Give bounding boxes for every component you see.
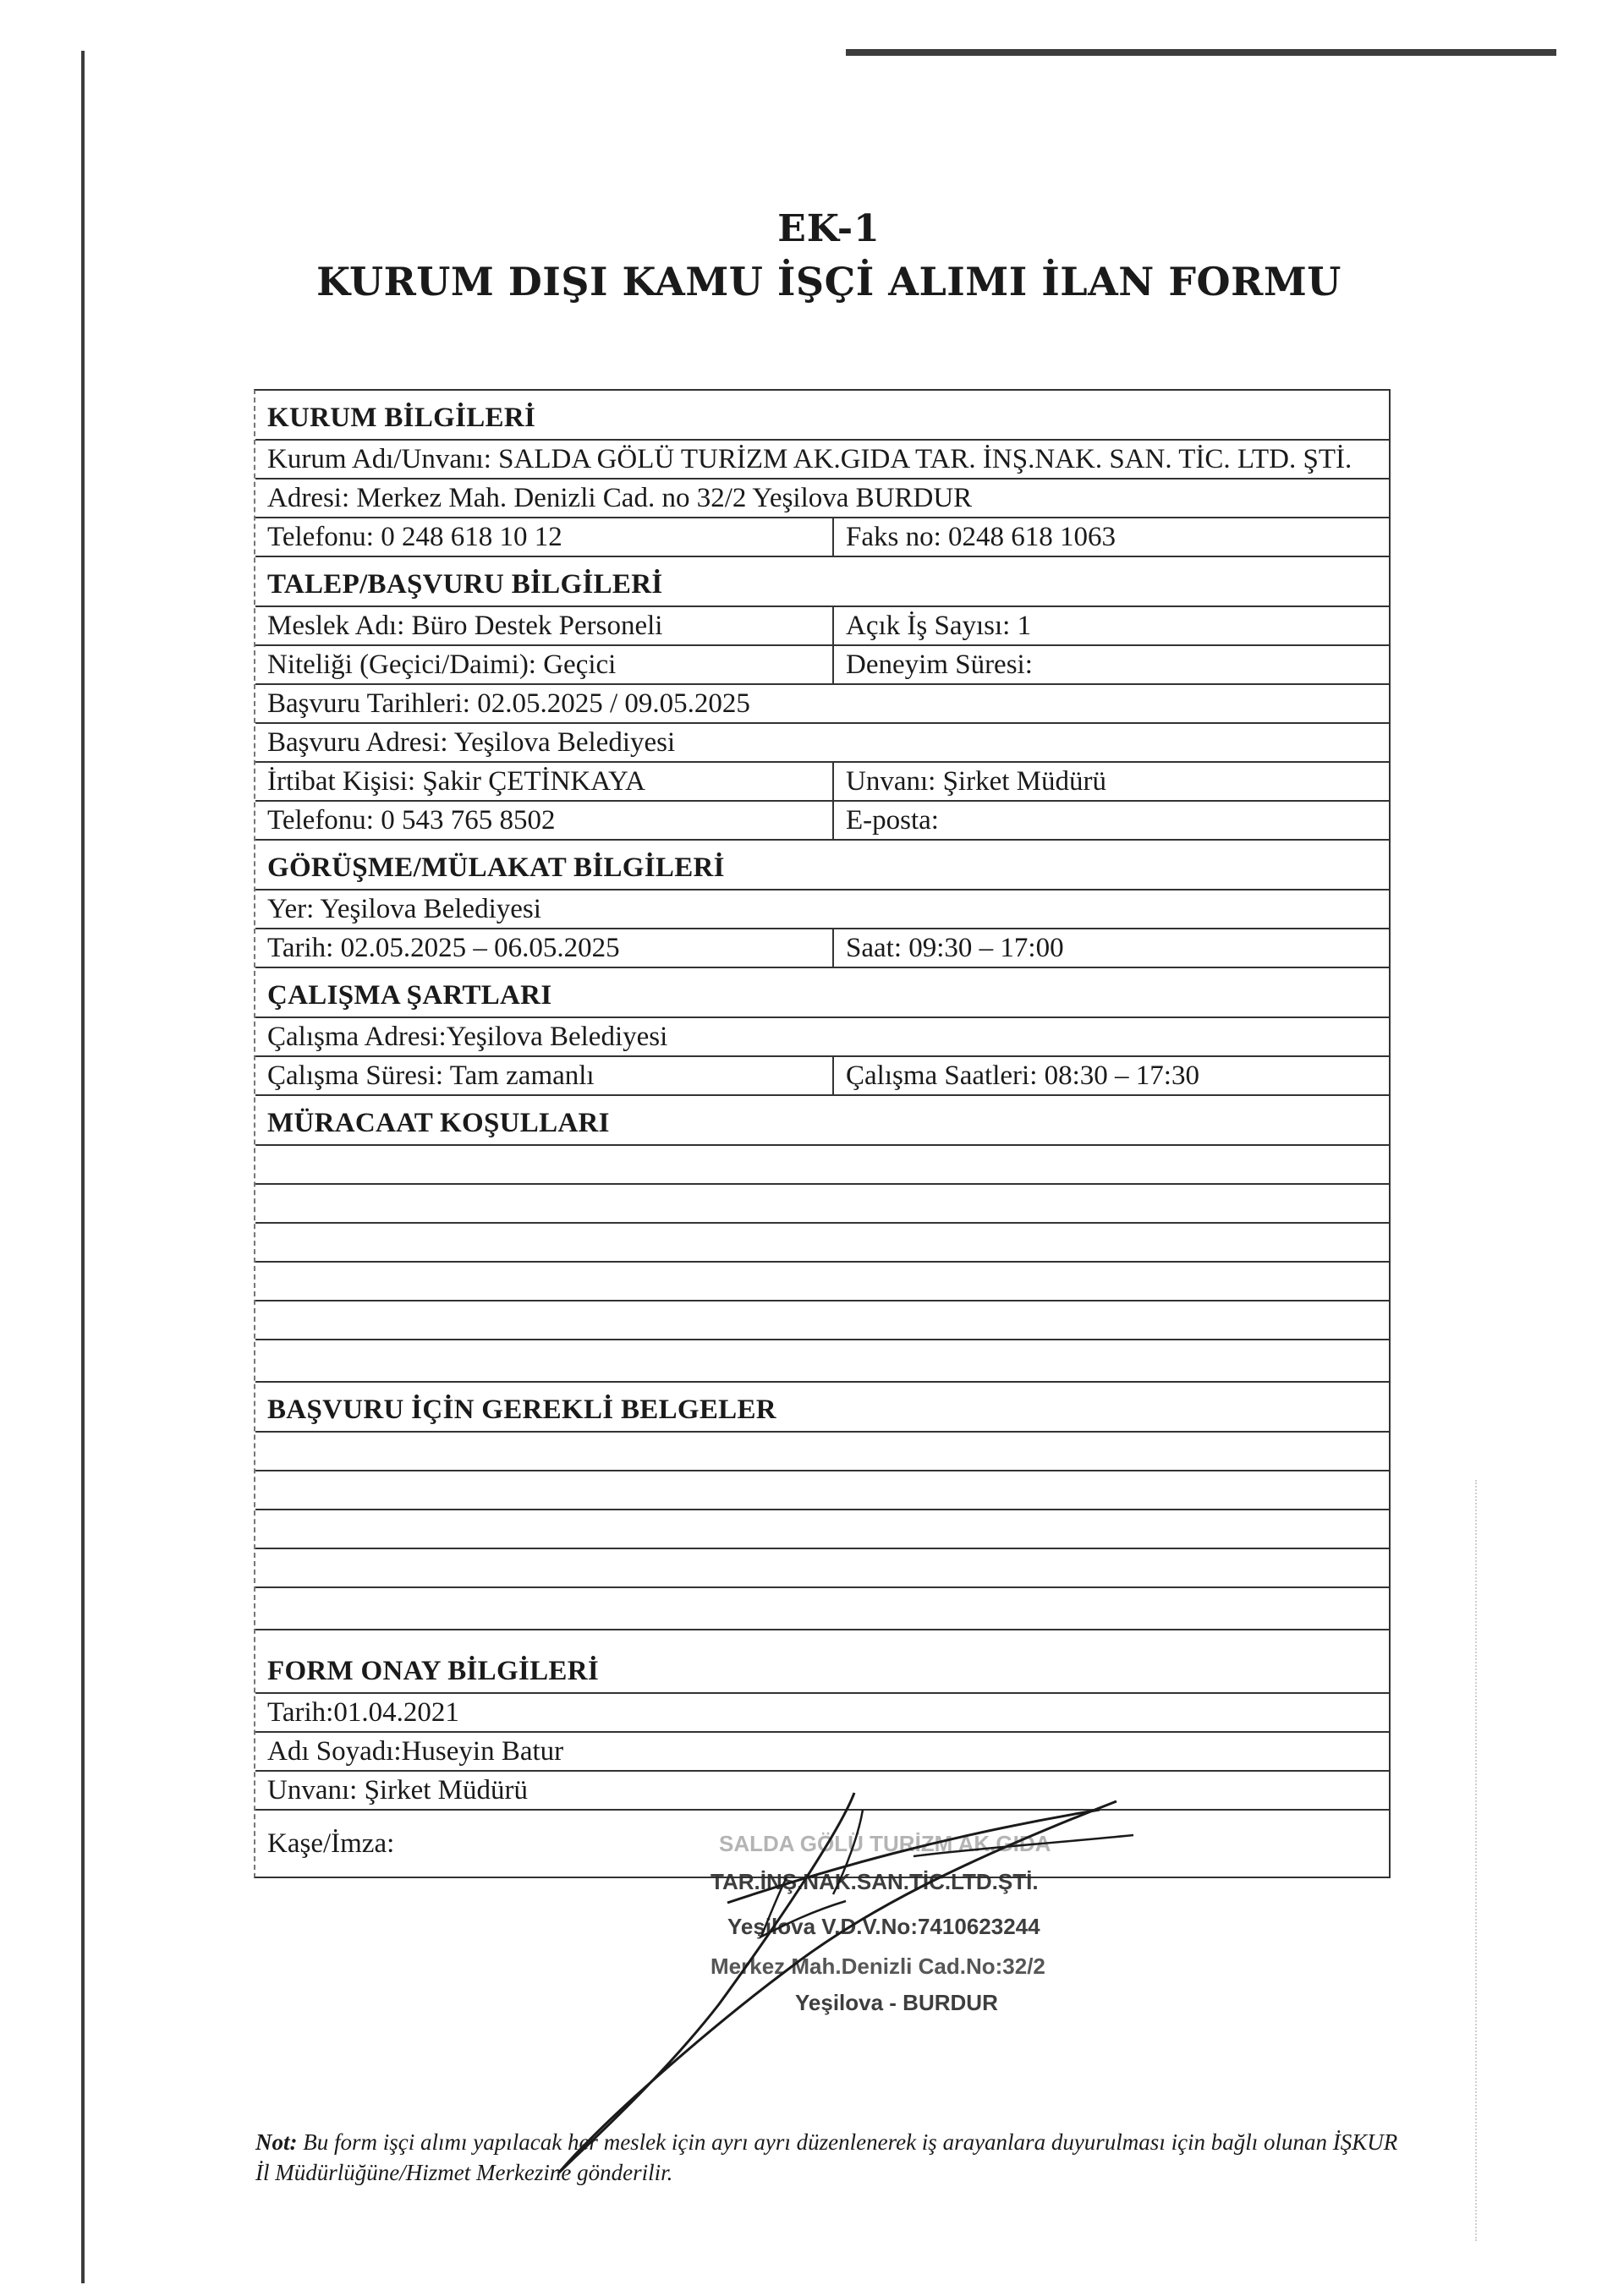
calisma-adres-field: Çalışma Adresi:Yeşilova Belediyesi xyxy=(267,1022,668,1052)
section-heading-muracaat: MÜRACAAT KOŞULLARI xyxy=(255,1096,1389,1146)
onay-tarih-row xyxy=(255,1694,1389,1733)
meslek-row xyxy=(255,607,1389,646)
onay-unvan-field: Unvanı: Şirket Müdürü xyxy=(267,1775,528,1806)
basvuru-adres-field: Başvuru Adresi: Yeşilova Belediyesi xyxy=(267,727,676,758)
footnote xyxy=(255,2127,1406,2188)
blank-line xyxy=(255,1263,1389,1301)
irtibat-field: İrtibat Kişisi: Şakir ÇETİNKAYA xyxy=(255,763,834,800)
meslek-field: Meslek Adı: Büro Destek Personeli xyxy=(255,607,834,644)
scan-edge-top xyxy=(846,49,1556,56)
onay-adi-field: Adı Soyadı:Huseyin Batur xyxy=(267,1736,564,1767)
section-heading-belgeler: BAŞVURU İÇİN GEREKLİ BELGELER xyxy=(255,1383,1389,1433)
basvuru-tarih-row xyxy=(255,685,1389,724)
calisma-saat-field: Çalışma Saatleri: 08:30 – 17:30 xyxy=(846,1060,1199,1091)
blank-line xyxy=(255,1471,1389,1510)
footnote-label: Not: xyxy=(255,2129,298,2155)
document-title: KURUM DIŞI KAMU İŞÇİ ALIMI İLAN FORMU xyxy=(316,259,1341,304)
blank-line xyxy=(255,1185,1389,1224)
calisma-adres-row xyxy=(255,1018,1389,1057)
blank-line xyxy=(255,1301,1389,1340)
announcement-form xyxy=(254,389,1391,1878)
nitelik-field: Niteliği (Geçici/Daimi): Geçici xyxy=(255,646,834,683)
scan-noise xyxy=(1475,1480,1480,2241)
gorusme-tarih-row xyxy=(255,929,1389,968)
kurum-iletisim-row xyxy=(255,518,1389,557)
section-heading-talep: TALEP/BAŞVURU BİLGİLERİ xyxy=(255,557,1389,607)
deneyim-field: Deneyim Süresi: xyxy=(846,649,1033,680)
irtibat-unvan-field: Unvanı: Şirket Müdürü xyxy=(846,766,1106,797)
blank-line xyxy=(255,1510,1389,1549)
blank-line xyxy=(255,1588,1389,1630)
basvuru-adres-row xyxy=(255,724,1389,763)
document-code: EK-1 xyxy=(777,207,881,250)
stamp-line: Yeşilova V.D.V.No:7410623244 xyxy=(727,1914,1040,1939)
section-heading-calisma: ÇALIŞMA ŞARTLARI xyxy=(255,968,1389,1018)
stamp-line: SALDA GÖLÜ TURİZM AK.GIDA xyxy=(719,1831,1051,1856)
irtibat-eposta-field: E-posta: xyxy=(846,805,939,836)
scan-edge-left xyxy=(81,51,85,2283)
stamp-line: Yeşilova - BURDUR xyxy=(795,1990,998,2015)
irtibat-iletisim-row xyxy=(255,802,1389,841)
irtibat-telefon-field: Telefonu: 0 543 765 8502 xyxy=(255,802,834,839)
blank-line xyxy=(255,1340,1389,1383)
blank-line xyxy=(255,1549,1389,1588)
acik-is-field: Açık İş Sayısı: 1 xyxy=(846,611,1032,641)
calisma-sure-field: Çalışma Süresi: Tam zamanlı xyxy=(255,1057,834,1094)
blank-line xyxy=(255,1224,1389,1263)
gorusme-yer-row xyxy=(255,890,1389,929)
stamp-line: TAR.İNŞ.NAK.SAN.TİC.LTD.ŞTİ. xyxy=(710,1869,1039,1894)
document-header xyxy=(0,207,1624,304)
section-heading-onay: FORM ONAY BİLGİLERİ xyxy=(255,1630,1389,1694)
kurum-adres-row xyxy=(255,479,1389,518)
nitelik-row xyxy=(255,646,1389,685)
stamp-line: Merkez Mah.Denizli Cad.No:32/2 xyxy=(710,1954,1045,1979)
gorusme-yer-field: Yer: Yeşilova Belediyesi xyxy=(267,894,541,924)
irtibat-row xyxy=(255,763,1389,802)
kurum-adi-row xyxy=(255,441,1389,479)
basvuru-tarih-field: Başvuru Tarihleri: 02.05.2025 / 09.05.2025 xyxy=(267,688,750,719)
blank-line xyxy=(255,1146,1389,1185)
onay-kase-field: Kaşe/İmza: xyxy=(267,1828,395,1859)
onay-tarih-field: Tarih:01.04.2021 xyxy=(267,1697,459,1728)
gorusme-saat-field: Saat: 09:30 – 17:00 xyxy=(846,933,1064,963)
blank-line xyxy=(255,1433,1389,1471)
kurum-adres-field: Adresi: Merkez Mah. Denizli Cad. no 32/2 Yeşilova BURDUR xyxy=(267,483,973,513)
handwritten-signature xyxy=(508,1776,1150,2173)
footnote-text: Bu form işçi alımı yapılacak her meslek için ayrı ayrı düzenlenerek iş arayanlara duyurulması için bağlı olunan İŞKUR İl Müdürlüğüne/Hizmet Merkezine gönderilir. xyxy=(255,2129,1398,2185)
calisma-sure-row xyxy=(255,1057,1389,1096)
section-heading-kurum: KURUM BİLGİLERİ xyxy=(255,391,1389,441)
section-heading-gorusme: GÖRÜŞME/MÜLAKAT BİLGİLERİ xyxy=(255,841,1389,890)
onay-adi-row xyxy=(255,1733,1389,1772)
kurum-adi-field: Kurum Adı/Unvanı: SALDA GÖLÜ TURİZM AK.GIDA TAR. İNŞ.NAK. SAN. TİC. LTD. ŞTİ. xyxy=(267,444,1352,474)
kurum-telefon-field: Telefonu: 0 248 618 10 12 xyxy=(255,518,834,556)
gorusme-tarih-field: Tarih: 02.05.2025 – 06.05.2025 xyxy=(255,929,834,967)
kurum-faks-field: Faks no: 0248 618 1063 xyxy=(846,522,1116,552)
